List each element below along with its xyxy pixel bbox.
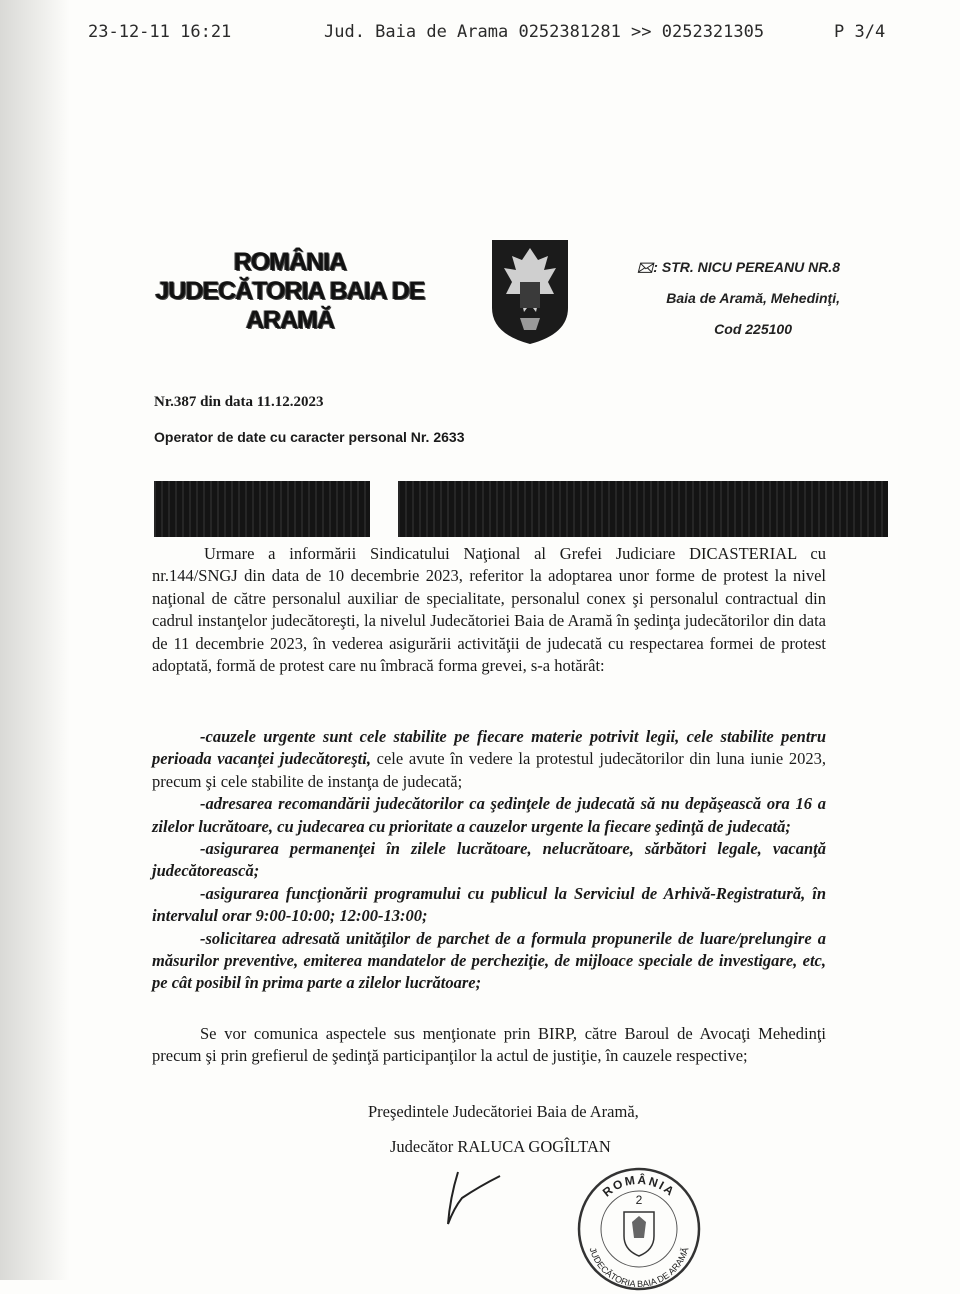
data-operator-number: Operator de date cu caracter personal Nr. 2633 (154, 429, 465, 445)
list-item (152, 883, 826, 928)
address-postal-code: Cod 225100 (714, 321, 792, 337)
list-item (152, 928, 826, 995)
list-item (152, 838, 826, 883)
fax-sender: Jud. Baia de Arama 0252381281 >> 0252321305 (324, 22, 765, 42)
redacted-block-left (154, 481, 370, 537)
item-3-text: -asigurarea permanenţei în zilele lucrătoare, nelucrătoare, sărbători legale, vacanţă judecătorească; (152, 839, 826, 881)
stamp-eagle-icon (632, 1216, 646, 1238)
signatory-name: Judecător RALUCA GOGÎLTAN (390, 1137, 611, 1156)
intro-paragraph (152, 543, 826, 677)
stamp-number: 2 (635, 1193, 643, 1207)
intro-text: Urmare a informării Sindicatului Naţional al Grefei Judiciare DICASTERIAL cu nr.144/SNGJ din data de 10 decembrie 2023, referitor la adoptarea unor forme de protest la nivel naţional de către personalul auxiliar de specialitate, personalul conex şi personalul contractual din cadrul instanţelor judecătoreşti, la nivelul Judecătoriei Baia de Aramă în şedinţa judecătorilor din data de 11 decembrie 2023, în vederea asigurării activităţii de judecată cu respectarea formei de protest adoptată, formă de protest care nu îmbracă forma grevei, s-a hotărât: (152, 544, 826, 676)
decision-list (152, 726, 826, 995)
item-1-italic: -cauzele urgente sunt cele stabilite pe fiecare materie potrivit legii, cele stabilite pentru perioada vacanţei judecătoreşti, (152, 727, 826, 769)
redacted-block-right (398, 481, 888, 537)
fax-page-number: P 3/4 (834, 22, 886, 42)
page-shadow (0, 0, 70, 1280)
item-1-text: cele avute în vedere la protestul judecătorilor din luna iunie 2023, precum şi cele stabilite de instanţa de judecată; (152, 749, 826, 791)
list-item (152, 726, 826, 793)
court-line-3: ARAMĂ (245, 306, 335, 334)
item-2-text: -adresarea recomandării judecătorilor ca şedinţele de judecată să nu depăşească ora 16 a zilelor lucrătoare, cu judecarea cu prioritate a cauzelor urgente la fiecare şedinţă de judecată; (152, 794, 826, 836)
stamp-bottom-text: JUDECĂTORIA BAIA DE ARAMĂ (587, 1246, 691, 1290)
closing-paragraph: Se vor comunica aspectele sus menţionate prin BIRP, către Baroul de Avocaţi Mehedinţi precum şi prin grefierul de şedinţă participanţilor la actul de justiţie, în cauzele respective; (152, 1024, 826, 1066)
list-item (152, 793, 826, 838)
address-city: Baia de Aramă, Mehedinţi, (666, 290, 840, 306)
svg-text:JUDECĂTORIA BAIA DE ARAMĂ (588, 1246, 691, 1289)
item-4-text: -asigurarea funcţionării programului cu publicul la Serviciul de Arhivă-Registratură, în intervalul orar 9:00-10:00; 12:00-13:00; (152, 883, 826, 926)
signatory-title: Preşedintele Judecătoriei Baia de Aramă, (368, 1102, 639, 1121)
court-name (130, 248, 450, 335)
court-address (637, 252, 840, 345)
court-line-1: ROMÂNIA (233, 248, 347, 276)
item-5-text: -solicitarea adresată unităţilor de parchet de a formula propunerile de luare/prelungire a măsurilor preventive, emiterea mandatelor de percheziţie, de mijloace speciale de investigare, etc, pe cât posibil în prima parte a zilelor lucrătoare; (152, 928, 826, 993)
court-line-2: JUDECĂTORIA BAIA DE (155, 277, 425, 305)
stamp-top-text: ROMÂNIA (599, 1172, 679, 1200)
official-stamp (574, 1164, 704, 1294)
handwritten-signature (440, 1168, 510, 1228)
address-street: 🖂: STR. NICU PEREANU NR.8 (636, 259, 840, 275)
fax-datetime: 23-12-11 16:21 (88, 22, 232, 42)
registration-number: Nr.387 din data 11.12.2023 (154, 394, 324, 410)
coat-of-arms-icon (490, 238, 570, 346)
